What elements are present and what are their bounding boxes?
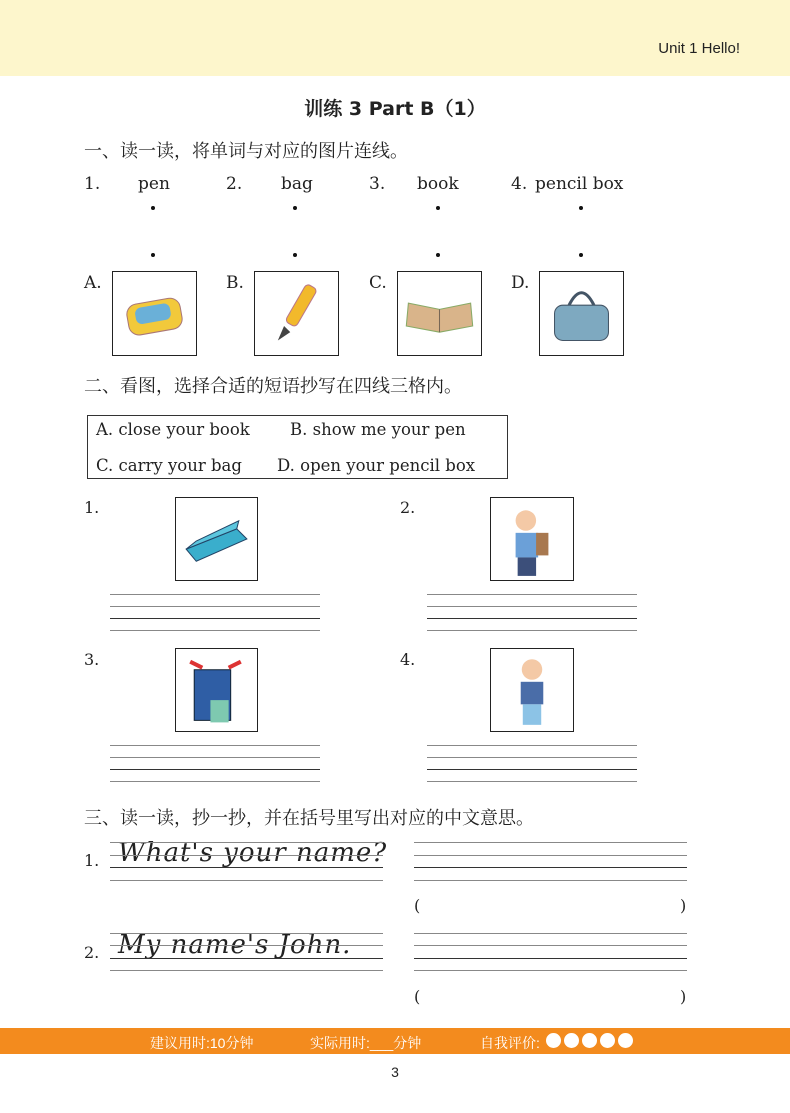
open-paren: ( [414, 896, 421, 915]
writing-line[interactable] [110, 769, 320, 770]
writing-line[interactable] [110, 745, 320, 746]
flower-icon[interactable] [546, 1033, 561, 1048]
word-book: book [417, 174, 459, 194]
writing-line[interactable] [110, 880, 383, 881]
word-number: 4. [511, 174, 528, 194]
match-dot[interactable] [151, 253, 155, 257]
word-number: 1. [84, 174, 101, 194]
model-sentence: My name's John. [118, 930, 352, 960]
pen-icon [254, 271, 339, 356]
book-icon [397, 271, 482, 356]
writing-line[interactable] [414, 867, 687, 868]
word-pen: pen [138, 174, 170, 194]
flower-icon[interactable] [600, 1033, 615, 1048]
picture-letter: D. [511, 273, 530, 293]
unit-label: Unit 1 Hello! [658, 40, 740, 57]
writing-line[interactable] [414, 958, 687, 959]
item-number: 2. [400, 498, 416, 517]
writing-line[interactable] [110, 630, 320, 631]
writing-line[interactable] [110, 855, 383, 856]
word-number: 3. [369, 174, 386, 194]
item-number: 1. [84, 851, 100, 870]
option-a: A. close your book [96, 420, 250, 439]
footer-bar [0, 1028, 790, 1054]
picture-letter: B. [226, 273, 244, 293]
item-number: 4. [400, 650, 416, 669]
writing-line[interactable] [110, 606, 320, 607]
flower-icon[interactable] [564, 1033, 579, 1048]
rating-flowers[interactable] [546, 1033, 636, 1049]
writing-line[interactable] [414, 970, 687, 971]
bag-icon [539, 271, 624, 356]
word-number: 2. [226, 174, 243, 194]
item-number: 3. [84, 650, 100, 669]
writing-line[interactable] [427, 630, 637, 631]
match-dot[interactable] [293, 253, 297, 257]
writing-line[interactable] [427, 757, 637, 758]
writing-line[interactable] [110, 970, 383, 971]
word-bag: bag [281, 174, 313, 194]
writing-line[interactable] [110, 945, 383, 946]
self-rating-label: 自我评价: [480, 1035, 540, 1051]
close-paren: ) [680, 896, 687, 915]
match-dot[interactable] [579, 253, 583, 257]
writing-line[interactable] [414, 842, 687, 843]
writing-line[interactable] [427, 618, 637, 619]
writing-line[interactable] [110, 842, 383, 843]
writing-line[interactable] [110, 781, 320, 782]
writing-line[interactable] [427, 745, 637, 746]
match-dot[interactable] [293, 206, 297, 210]
page-title: 训练 3 Part B（1） [304, 98, 486, 120]
picture-letter: A. [84, 273, 102, 293]
boy-showing-pen-icon [490, 648, 574, 732]
picture-letter: C. [369, 273, 387, 293]
flower-icon[interactable] [582, 1033, 597, 1048]
model-sentence: What's your name? [118, 838, 388, 868]
item-number: 1. [84, 498, 100, 517]
section3-heading: 三、读一读，抄一抄，并在括号里写出对应的中文意思。 [84, 808, 534, 829]
match-dot[interactable] [436, 253, 440, 257]
close-paren: ) [680, 987, 687, 1006]
writing-line[interactable] [427, 769, 637, 770]
option-b: B. show me your pen [290, 420, 466, 439]
open-pencil-box-icon [175, 497, 258, 581]
writing-line[interactable] [110, 958, 383, 959]
close-book-icon [175, 648, 258, 732]
header-band [0, 0, 790, 76]
writing-line[interactable] [110, 867, 383, 868]
writing-line[interactable] [427, 594, 637, 595]
options-box [87, 415, 508, 479]
page-number: 3 [391, 1064, 399, 1080]
suggested-time: 建议用时:10分钟 [150, 1035, 254, 1051]
writing-line[interactable] [414, 933, 687, 934]
writing-line[interactable] [110, 757, 320, 758]
writing-line[interactable] [414, 880, 687, 881]
writing-line[interactable] [110, 933, 383, 934]
writing-line[interactable] [110, 618, 320, 619]
open-paren: ( [414, 987, 421, 1006]
flower-icon[interactable] [618, 1033, 633, 1048]
match-dot[interactable] [436, 206, 440, 210]
writing-line[interactable] [110, 594, 320, 595]
word-pencil-box: pencil box [535, 174, 624, 194]
match-dot[interactable] [579, 206, 583, 210]
pencil-box-icon [112, 271, 197, 356]
option-d: D. open your pencil box [277, 456, 476, 475]
boy-carrying-bag-icon [490, 497, 574, 581]
section1-heading: 一、读一读，将单词与对应的图片连线。 [84, 141, 408, 162]
match-dot[interactable] [151, 206, 155, 210]
writing-line[interactable] [427, 781, 637, 782]
option-c: C. carry your bag [96, 456, 242, 475]
writing-line[interactable] [414, 855, 687, 856]
writing-line[interactable] [414, 945, 687, 946]
actual-time: 实际用时:___分钟 [310, 1035, 422, 1051]
writing-line[interactable] [427, 606, 637, 607]
item-number: 2. [84, 943, 100, 962]
section2-heading: 二、看图，选择合适的短语抄写在四线三格内。 [84, 376, 462, 397]
